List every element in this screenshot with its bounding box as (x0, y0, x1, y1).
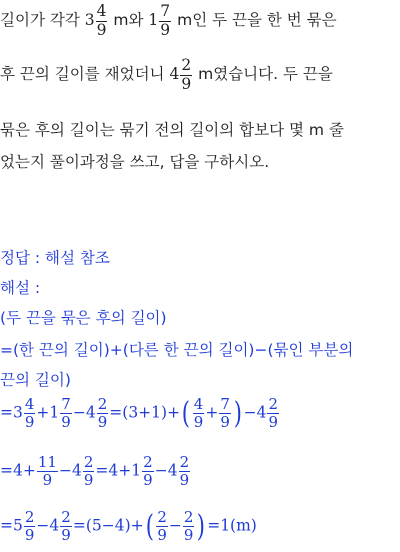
mixed-number: 3 $\frac{4}{9}$ (84, 2, 107, 39)
mixed-number: 1 $\frac{7}{9}$ (148, 2, 171, 39)
problem-line-1 (0, 4, 337, 38)
problem-text: m와 (108, 11, 149, 29)
problem-line-2 (0, 58, 333, 92)
equation-line-1: =3 $\frac{4}{9}$ +1 $\frac{7}{9}$ −4 $\frac{2}{9}$ =(3+1)+( $\frac{4}{9}$ + $\frac{7}{9}$ ) −4 $\frac{2}{9}$ (0, 395, 279, 431)
explanation-step-1: (두 끈을 묶은 후의 길이) (0, 309, 167, 327)
mixed-number: 4 $\frac{2}{9}$ (169, 56, 192, 93)
problem-text: 길이가 각각 (0, 11, 85, 29)
explanation-step-3: 끈의 길이) (0, 371, 71, 389)
problem-text: 후 끈의 길이를 재었더니 (0, 65, 170, 83)
explanation-step-2: =(한 끈의 길이)+(다른 한 끈의 길이)−(묶인 부분의 (0, 341, 354, 359)
problem-line-4: 었는지 풀이과정을 쓰고, 답을 구하시오. (0, 153, 270, 171)
problem-text: m였습니다. 두 끈을 (193, 65, 333, 83)
problem-line-3: 묶은 후의 길이는 묶기 전의 길이의 합보다 몇 m 줄 (0, 121, 344, 139)
explanation-label: 해설 : (0, 279, 41, 297)
equation-line-2: =4+ $\frac{11}{9}$ −4 $\frac{2}{9}$ =4+1 $\frac{2}{9}$ −4 $\frac{2}{9}$ (0, 453, 190, 489)
answer-label: 정답 : 해설 참조 (0, 249, 110, 267)
problem-text: m인 두 끈을 한 번 묶은 (172, 11, 337, 29)
equation-line-3: =5 $\frac{2}{9}$ −4 $\frac{2}{9}$ =(5−4)+( $\frac{2}{9}$ − $\frac{2}{9}$ ) =1(m) (0, 508, 257, 544)
